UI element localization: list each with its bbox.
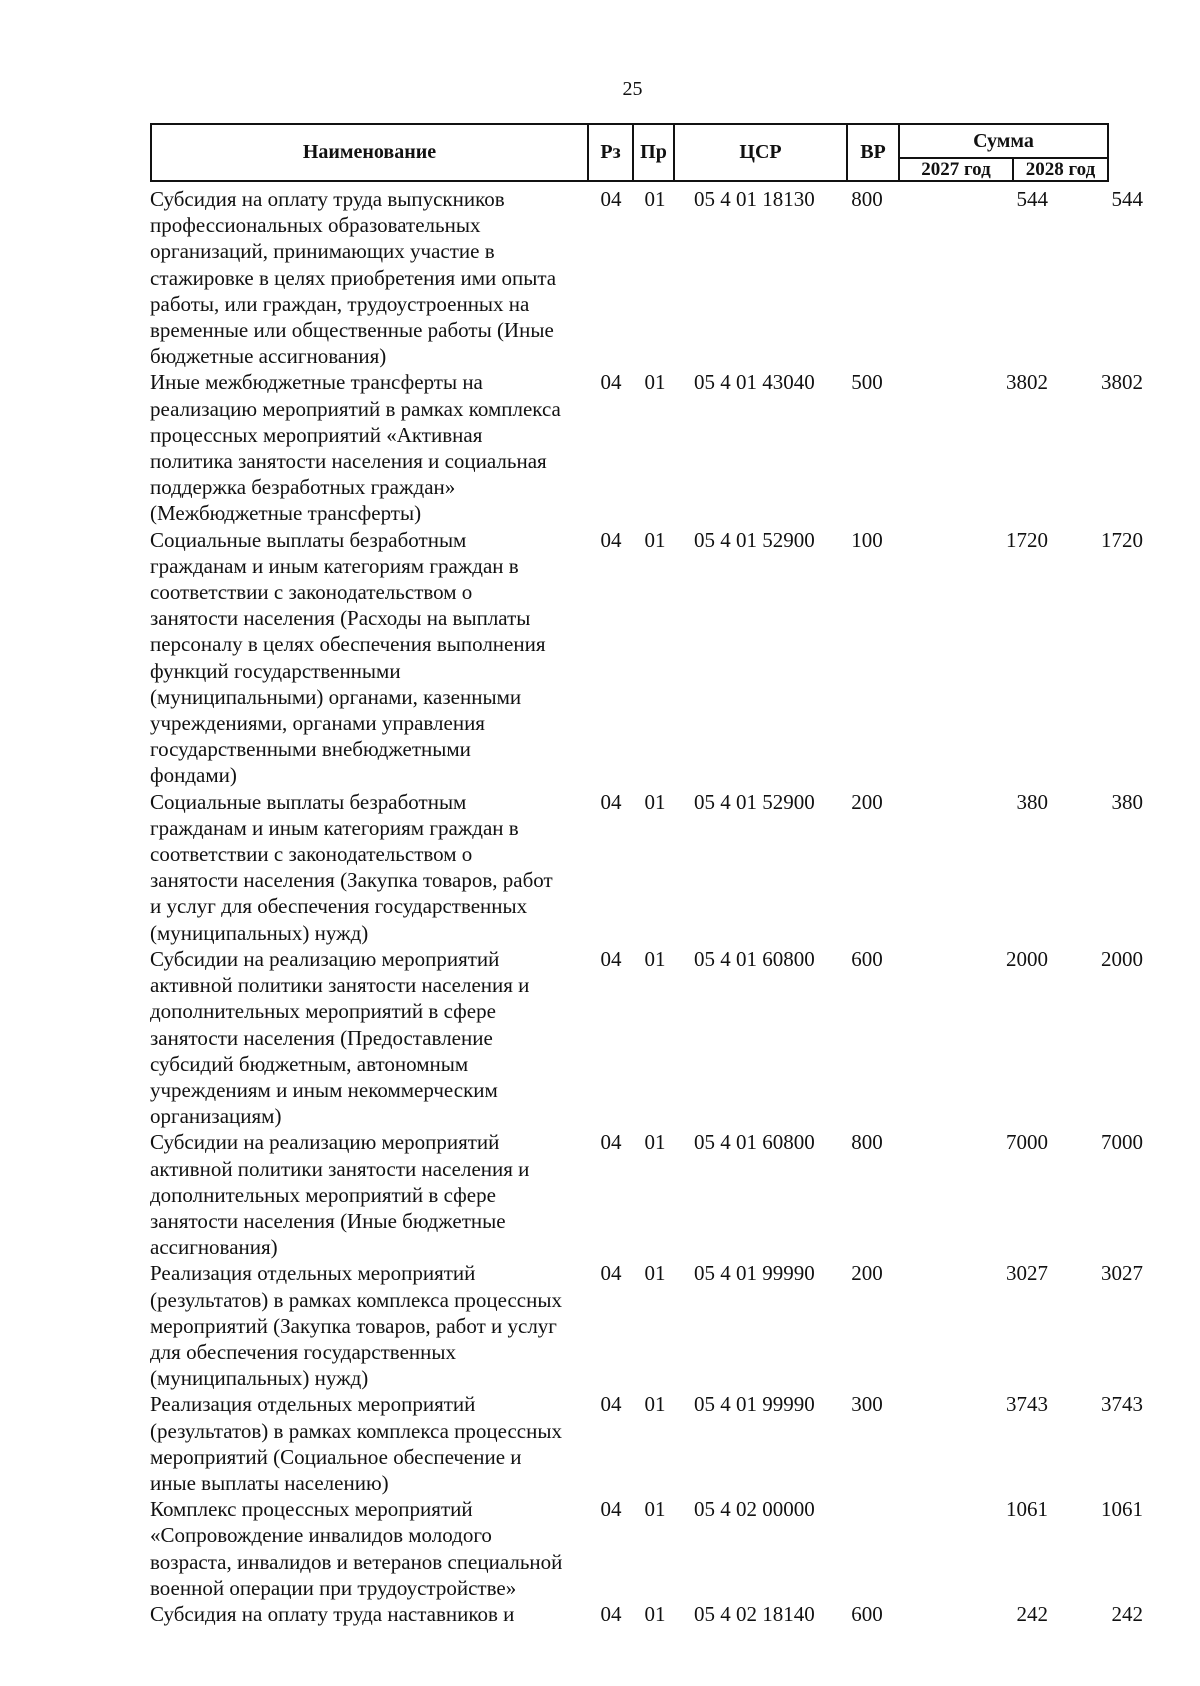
row-sum-2027: 2000: [1006, 946, 1048, 971]
row-name-line: дополнительных мероприятий в сфере: [150, 999, 496, 1024]
row-vr: 800: [851, 1130, 883, 1155]
row-name: [150, 1260, 590, 1391]
row-rz: 04: [600, 946, 622, 971]
row-name: [150, 186, 590, 369]
row-name-line: субсидий бюджетным, автономным: [150, 1051, 469, 1076]
row-name-line: для обеспечения государственных: [150, 1339, 456, 1364]
header-year-2027: 2027 год: [900, 159, 1014, 180]
row-name-line: функций государственными: [150, 658, 401, 683]
row-pr: 01: [644, 946, 666, 971]
row-name-line: занятости населения (Закупка товаров, работ: [150, 868, 553, 893]
header-sum-group: [900, 125, 1107, 180]
table-row: [150, 1601, 1150, 1627]
row-name-line: временные или общественные работы (Иные: [150, 318, 554, 343]
row-csr: 05 4 01 60800: [694, 946, 815, 971]
page-number: 25: [622, 78, 643, 100]
header-vr: ВР: [848, 125, 900, 180]
row-rz: 04: [600, 370, 622, 395]
row-name-line: персоналу в целях обеспечения выполнения: [150, 632, 546, 657]
row-name-line: активной политики занятости населения и: [150, 973, 530, 998]
row-csr: 05 4 01 18130: [694, 187, 815, 211]
row-name-line: (муниципальных) нужд): [150, 1366, 369, 1391]
row-name-line: Субсидия на оплату труда выпускников: [150, 187, 505, 211]
header-name: Наименование: [152, 125, 589, 180]
row-name-line: мероприятий (Социальное обеспечение и: [150, 1444, 522, 1469]
row-sum-2027: 3743: [1006, 1392, 1048, 1417]
row-name-line: мероприятий (Закупка товаров, работ и услуг: [150, 1313, 557, 1338]
row-pr: 01: [644, 527, 666, 552]
row-pr: 01: [644, 370, 666, 395]
row-name-line: поддержка безработных граждан»: [150, 475, 456, 500]
row-name-line: (результатов) в рамках комплекса процессных: [150, 1418, 562, 1443]
table-row: [150, 1129, 1150, 1260]
row-name-line: «Сопровождение инвалидов молодого: [150, 1523, 492, 1548]
row-name-line: Субсидии на реализацию мероприятий: [150, 1130, 500, 1155]
header-pr: Пр: [634, 125, 675, 180]
row-name-line: соответствии с законодательством о: [150, 842, 473, 867]
row-name-line: процессных мероприятий «Активная: [150, 422, 483, 447]
row-name-line: ассигнования): [150, 1235, 278, 1260]
row-name-line: гражданам и иным категориям граждан в: [150, 553, 519, 578]
row-pr: 01: [644, 1497, 666, 1522]
row-name-line: гражданам и иным категориям граждан в: [150, 815, 519, 840]
row-name-line: реализацию мероприятий в рамках комплекса: [150, 396, 561, 421]
row-name-line: занятости населения (Расходы на выплаты: [150, 606, 531, 631]
row-name-line: Реализация отдельных мероприятий: [150, 1261, 476, 1286]
row-csr: 05 4 01 52900: [694, 789, 815, 814]
row-name-line: Социальные выплаты безработным: [150, 789, 467, 814]
row-sum-2028: 3743: [1101, 1392, 1143, 1417]
row-name-line: Субсидия на оплату труда наставников и: [150, 1601, 515, 1626]
row-sum-2027: 1720: [1006, 527, 1048, 552]
row-name-line: Социальные выплаты безработным: [150, 527, 467, 552]
row-sum-2027: 3802: [1006, 370, 1048, 395]
row-rz: 04: [600, 1392, 622, 1417]
row-pr: 01: [644, 187, 666, 211]
row-csr: 05 4 01 60800: [694, 1130, 815, 1155]
row-name: [150, 1129, 590, 1260]
row-sum-2028: 544: [1111, 187, 1143, 211]
row-name-line: соответствии с законодательством о: [150, 580, 473, 605]
table-row: [150, 1391, 1150, 1496]
row-name-line: Субсидии на реализацию мероприятий: [150, 946, 500, 971]
table-row: [150, 789, 1150, 946]
row-name: [150, 1601, 590, 1627]
row-name-line: учреждениями, органами управления: [150, 711, 485, 736]
table-row: [150, 369, 1150, 526]
table-header: [150, 123, 1109, 182]
header-rz: Рз: [589, 125, 634, 180]
table-row: [150, 186, 1150, 369]
row-name-line: учреждениям и иным некоммерческим: [150, 1077, 498, 1102]
row-name-line: государственными внебюджетными: [150, 737, 471, 762]
row-sum-2028: 7000: [1101, 1130, 1143, 1155]
row-vr: 200: [851, 789, 883, 814]
row-name: [150, 946, 590, 1129]
row-sum-2027: 544: [1016, 187, 1048, 211]
row-csr: 05 4 02 18140: [694, 1601, 815, 1626]
row-rz: 04: [600, 1497, 622, 1522]
row-sum-2028: 242: [1111, 1601, 1143, 1626]
row-rz: 04: [600, 1130, 622, 1155]
table-row: [150, 527, 1150, 789]
row-vr: 100: [851, 527, 883, 552]
row-name-line: профессиональных образовательных: [150, 213, 481, 238]
row-name-line: политика занятости населения и социальная: [150, 449, 547, 474]
row-csr: 05 4 01 99990: [694, 1392, 815, 1417]
row-name-line: занятости населения (Иные бюджетные: [150, 1208, 506, 1233]
row-sum-2028: 1061: [1101, 1497, 1143, 1522]
row-name-line: (результатов) в рамках комплекса процессных: [150, 1287, 562, 1312]
row-name-line: (муниципальными) органами, казенными: [150, 684, 522, 709]
row-name: [150, 789, 590, 946]
row-rz: 04: [600, 187, 622, 211]
row-vr: 800: [851, 187, 883, 211]
row-name-line: иные выплаты населению): [150, 1470, 389, 1495]
row-sum-2028: 3802: [1101, 370, 1143, 395]
row-vr: 500: [851, 370, 883, 395]
row-rz: 04: [600, 789, 622, 814]
row-name-line: организациям): [150, 1104, 282, 1129]
row-name-line: (Межбюджетные трансферты): [150, 501, 422, 526]
row-sum-2028: 380: [1111, 789, 1143, 814]
row-name-line: фондами): [150, 763, 237, 788]
row-pr: 01: [644, 1392, 666, 1417]
row-name-line: Комплекс процессных мероприятий: [150, 1497, 473, 1522]
row-pr: 01: [644, 1261, 666, 1286]
table-row: [150, 1496, 1150, 1601]
row-name-line: Реализация отдельных мероприятий: [150, 1392, 476, 1417]
row-csr: 05 4 01 99990: [694, 1261, 815, 1286]
table-body: [150, 186, 1150, 1627]
row-sum-2027: 7000: [1006, 1130, 1048, 1155]
row-csr: 05 4 01 52900: [694, 527, 815, 552]
row-name: [150, 527, 590, 789]
row-csr: 05 4 02 00000: [694, 1497, 815, 1522]
row-name-line: стажировке в целях приобретения ими опыта: [150, 265, 557, 290]
row-name-line: возраста, инвалидов и ветеранов специальной: [150, 1549, 563, 1574]
row-pr: 01: [644, 1130, 666, 1155]
row-name-line: (муниципальных) нужд): [150, 920, 369, 945]
row-name-line: активной политики занятости населения и: [150, 1156, 530, 1181]
table-row: [150, 1260, 1150, 1391]
row-vr: 600: [851, 946, 883, 971]
row-vr: 600: [851, 1601, 883, 1626]
row-sum-2027: 242: [1016, 1601, 1048, 1626]
row-vr: 300: [851, 1392, 883, 1417]
row-sum-2027: 3027: [1006, 1261, 1048, 1286]
row-rz: 04: [600, 1601, 622, 1626]
row-vr: 200: [851, 1261, 883, 1286]
row-csr: 05 4 01 43040: [694, 370, 815, 395]
row-rz: 04: [600, 1261, 622, 1286]
row-name-line: работы, или граждан, трудоустроенных на: [150, 291, 530, 316]
row-name-line: занятости населения (Предоставление: [150, 1025, 493, 1050]
row-name: [150, 1391, 590, 1496]
row-name-line: и услуг для обеспечения государственных: [150, 894, 528, 919]
row-sum-2028: 3027: [1101, 1261, 1143, 1286]
row-name-line: военной операции при трудоустройстве»: [150, 1575, 517, 1600]
row-name: [150, 369, 590, 526]
row-pr: 01: [644, 1601, 666, 1626]
table-row: [150, 946, 1150, 1129]
row-name-line: Иные межбюджетные трансферты на: [150, 370, 483, 395]
row-rz: 04: [600, 527, 622, 552]
row-sum-2027: 1061: [1006, 1497, 1048, 1522]
header-sum: Сумма: [900, 125, 1107, 159]
header-year-2028: 2028 год: [1025, 158, 1096, 180]
row-name-line: организаций, принимающих участие в: [150, 239, 495, 264]
header-csr: ЦСР: [675, 125, 848, 180]
row-sum-2028: 1720: [1101, 527, 1143, 552]
row-sum-2027: 380: [1016, 789, 1048, 814]
row-pr: 01: [644, 789, 666, 814]
row-name: [150, 1496, 590, 1601]
row-sum-2028: 2000: [1101, 946, 1143, 971]
row-name-line: бюджетные ассигнования): [150, 344, 387, 369]
row-name-line: дополнительных мероприятий в сфере: [150, 1182, 496, 1207]
